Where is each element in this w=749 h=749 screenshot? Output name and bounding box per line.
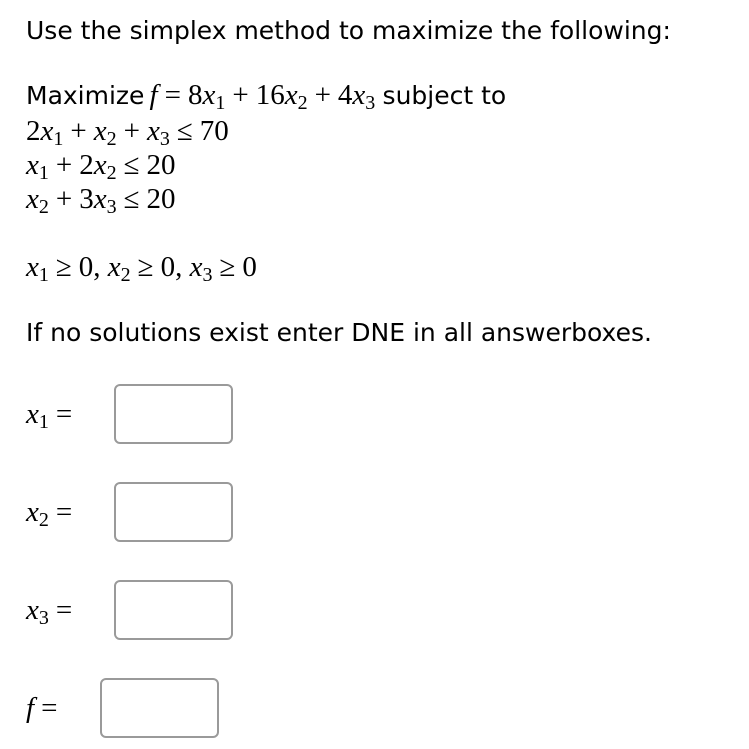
nonnegativity-constraints: x1 ≥ 0, x2 ≥ 0, x3 ≥ 0 [26,251,257,286]
maximize-label: Maximize [26,81,145,110]
answer-label-x1: x1 = [26,397,73,433]
dne-instruction: If no solutions exist enter DNE in all answerboxes. [26,318,652,347]
intro-text: Use the simplex method to maximize the following: [26,16,671,45]
constraint-2: x1 + 2x2 ≤ 20 [26,149,176,184]
answer-row-x3 [26,580,233,640]
f-answer-input[interactable] [100,678,219,738]
answer-row-x1 [26,384,233,444]
answer-row-x2 [26,482,233,542]
x3-answer-input[interactable] [114,580,233,640]
objective-expression: f = 8x1 + 16x2 + 4x3 [149,79,376,114]
x2-answer-input[interactable] [114,482,233,542]
answer-label-x3: x3 = [26,593,73,629]
answer-row-f [26,678,219,738]
answer-label-x2: x2 = [26,495,73,531]
subject-to-label: subject to [382,81,507,110]
constraint-1: 2x1 + x2 + x3 ≤ 70 [26,115,229,150]
x1-answer-input[interactable] [114,384,233,444]
answer-label-f: f = [26,691,58,724]
constraint-3: x2 + 3x3 ≤ 20 [26,183,176,218]
objective-line [26,78,506,116]
